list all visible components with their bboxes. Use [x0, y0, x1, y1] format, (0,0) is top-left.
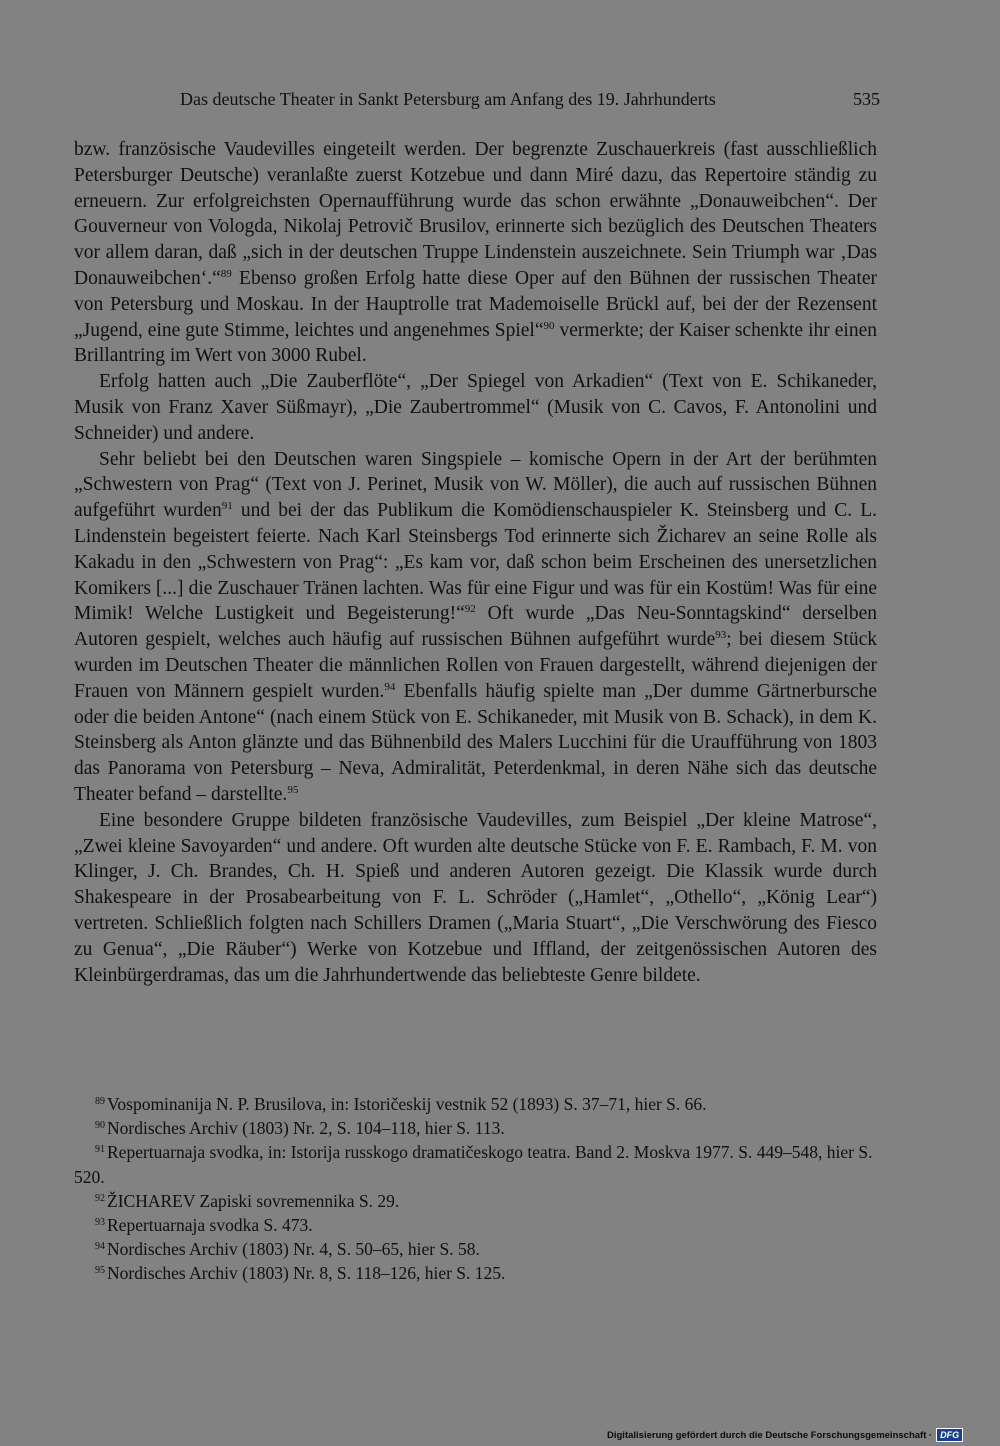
text-run: ; bei diesem Stück wurden im Deutschen Theater die männlichen Rollen von Frauen dargestellt, während diejenigen der Frauen von Männern gespielt wurden. [74, 629, 877, 702]
footnote-text: Repertuarnaja svodka, in: Istorija russkogo dramatičeskogo teatra. Band 2. Moskva 1977. S. 449–548, hier S. 520. [74, 1142, 873, 1187]
paragraph-1 [74, 137, 877, 369]
footnote-text: ŽICHAREV Zapiski sovremennika S. 29. [107, 1190, 400, 1211]
credit-text: Digitalisierung gefördert durch die Deutsche Forschungsgemeinschaft · [607, 1429, 933, 1441]
footnote-ref[interactable]: 92 [464, 603, 476, 616]
footnote-ref[interactable]: 95 [287, 783, 299, 796]
footnote [74, 1140, 880, 1188]
footnote-text: Nordisches Archiv (1803) Nr. 4, S. 50–65, hier S. 58. [107, 1239, 480, 1260]
text-run: und bei der das Publikum die Komödienschauspieler K. Steinsberg und C. L. Lindenstein begeistert feierte. Nach Karl Steinsbergs Tod erinnerte sich Žicharev an seine Rolle als Kakadu in den „Schwestern von Prag“: „Es kam vor, daß schon beim Erscheinen des unersetzlichen Komikers [...] die Zuschauer Tränen lachten. Was für eine Figur und was für ein Kostüm! Was für eine Mimik! Welche Lustigkeit und Begeisterung!“ [74, 500, 877, 625]
footnotes [74, 1092, 880, 1286]
footnote-number: 95 [95, 1265, 105, 1277]
footnote-text: Nordisches Archiv (1803) Nr. 8, S. 118–126, hier S. 125. [107, 1263, 506, 1284]
page-number: 535 [853, 89, 880, 109]
footnote-number: 89 [95, 1096, 105, 1107]
footnote-number: 91 [95, 1144, 105, 1156]
footnote [74, 1261, 880, 1285]
footnote [74, 1237, 880, 1261]
text-run: Ebenso großen Erfolg hatte diese Oper auf den Bühnen der russischen Theater von Petersburg und Moskau. In der Hauptrolle trat Mademoiselle Brückl auf, bei der der Rezensent „Jugend, eine gute Stimme, leichtes und angenehmes Spiel“ [74, 267, 877, 341]
footnote-ref[interactable]: 89 [220, 267, 232, 280]
footnote [74, 1116, 880, 1140]
footnote-ref[interactable]: 90 [543, 319, 555, 332]
footnote-number: 92 [95, 1192, 105, 1204]
footnote-ref[interactable]: 91 [221, 500, 233, 513]
dfg-logo-icon: DFG [936, 1428, 963, 1442]
running-title: Das deutsche Theater in Sankt Petersburg am Anfang des 19. Jahrhunderts [180, 89, 716, 109]
footnote-text: Repertuarnaja svodka S. 473. [107, 1215, 313, 1236]
footnote-text: Vospominanija N. P. Brusilova, in: Istoričeskij vestnik 52 (1893) S. 37–71, hier S. 66. [107, 1094, 707, 1114]
footnote-number: 90 [95, 1120, 105, 1132]
footnote [74, 1092, 880, 1116]
footnote [74, 1189, 880, 1213]
paragraph-2: Erfolg hatten auch „Die Zauberflöte“, „Der Spiegel von Arkadien“ (Text von E. Schikaneder, Musik von Franz Xaver Süßmayr), „Die Zaubertrommel“ (Musik von C. Cavos, F. Antonolini und Schneider) und andere. [74, 371, 877, 444]
text-run: Sehr beliebt bei den Deutschen waren Singspiele – komische Opern in der Art der berühmten „Schwestern von Prag“ (Text von J. Perinet, Musik von W. Möller), die auch auf russischen Bühnen aufgeführt wurden [74, 448, 877, 522]
footnote-ref[interactable]: 93 [715, 629, 727, 642]
main-text [74, 137, 877, 988]
text-run: Oft wurde „Das Neu-Sonntagskind“ derselben Autoren gespielt, welches auch häufig auf russischen Bühnen aufgeführt wurde [74, 603, 878, 651]
text-run: vermerkte; der Kaiser schenkte ihr einen Brillantring im Wert von 3000 Rubel. [74, 319, 878, 367]
text-run: Ebenfalls häufig spielte man „Der dumme Gärtnerbursche oder die beiden Antone“ (nach einem Stück von E. Schikaneder, mit Musik von B. Schack), in dem K. Steinsberg als Anton glänzte und das Bühnenbild des Malers Lucchini für die Uraufführung von 1803 das Panorama von Petersburg – Neva, Admiralität, Peterdenkmal, in deren Nähe sich das deutsche Theater befand – darstellte. [74, 680, 877, 805]
footnote-ref[interactable]: 94 [384, 680, 396, 693]
footnote-number: 93 [95, 1217, 105, 1229]
paragraph-4: Eine besondere Gruppe bildeten französische Vaudevilles, zum Beispiel „Der kleine Matrose“, „Zwei kleine Savoyarden“ und andere. Oft wurden alte deutsche Stücke von F. E. Rambach, F. M. von Klinger, J. Ch. Brandes, Ch. H. Spieß und anderen Autoren gezeigt. Die Klassik wurde durch Shakespeare in der Prosabearbeitung von F. L. Schröder („Hamlet“, „Othello“, „König Lear“) vertreten. Schließlich folgten nach Schillers Dramen („Maria Stuart“, „Die Verschwörung des Fiesco zu Genua“, „Die Räuber“) Werke von Kotzebue und Iffland, der zeitgenössischen Autoren des Kleinbürgerdramas, das um die Jahrhundertwende das beliebteste Genre bildete. [74, 809, 877, 986]
footnote-number: 94 [95, 1241, 105, 1253]
running-header [180, 89, 880, 115]
text-run: bzw. französische Vaudevilles eingeteilt werden. Der begrenzte Zuschauerkreis (fast ausschließlich Petersburger Deutsche) veranlaßte zuerst Kotzebue und dann Miré dazu, das Repertoire ständig zu erneuern. Zur erfolgreichsten Opernaufführung wurde das schon erwähnte „Donauweibchen“. Der Gouverneur von Vologda, Nikolaj Petrovič Brusilov, erinnerte sich bezüglich des Deutschen Theaters vor allem daran, daß „sich in der deutschen Truppe Lindenstein auszeichnete. Sein Triumph war ‚Das Donauweibchen‘.“ [74, 139, 877, 289]
footnote [74, 1213, 880, 1237]
footnote-text: Nordisches Archiv (1803) Nr. 2, S. 104–118, hier S. 113. [107, 1118, 505, 1139]
paragraph-3 [74, 447, 877, 808]
digitization-credit [607, 1428, 963, 1442]
